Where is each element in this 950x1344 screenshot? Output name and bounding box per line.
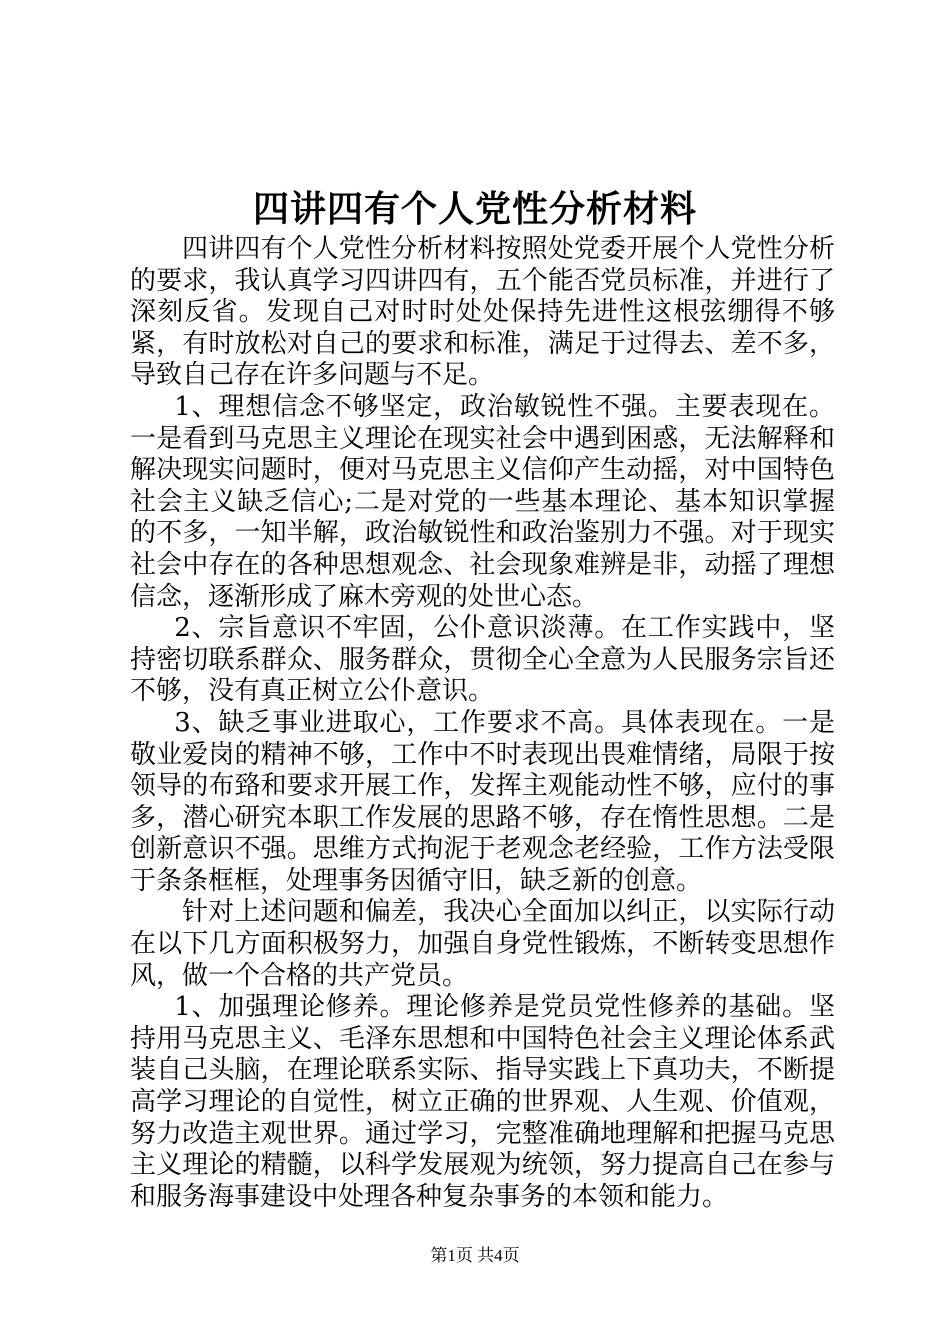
problem-3-paragraph: 3、缺乏事业进取心，工作要求不高。具体表现在。一是敬业爱岗的精神不够，工作中不时表现出畏难情绪，局限于按领导的布臵和要求开展工作，发挥主观能动性不够，应付的事多，潜心研究本职工作发展的思路不够，存在惰性思想。二是创新意识不强。思维方式拘泥于老观念老经验，工作方法受限于条条框框，处理事务因循守旧，缺乏新的创意。: [130, 707, 835, 896]
page-number-footer: 第1页 共4页: [430, 1246, 520, 1265]
document-title: 四讲四有个人党性分析材料: [252, 188, 697, 230]
measure-1-paragraph: 1、加强理论修养。理论修养是党员党性修养的基础。坚持用马克思主义、毛泽东思想和中国特色社会主义理论体系武装自己头脑，在理论联系实际、指导实践上下真功夫，不断提高学习理论的自觉性，树立正确的世界观、人生观、价值观，努力改造主观世界。通过学习，完整准确地理解和把握马克思主义理论的精髓，以科学发展观为统领，努力提高自己在参与和服务海事建设中处理各种复杂事务的本领和能力。: [130, 992, 835, 1212]
intro-paragraph: 四讲四有个人党性分析材料按照处党委开展个人党性分析的要求，我认真学习四讲四有，五个能否党员标准，并进行了深刻反省。发现自己对时时处处保持先进性这根弦绷得不够紧，有时放松对自己的要求和标准，满足于过得去、差不多，导致自己存在许多问题与不足。: [130, 234, 835, 391]
document-body: [130, 234, 835, 1213]
problem-2-paragraph: 2、宗旨意识不牢固，公仆意识淡薄。在工作实践中，坚持密切联系群众、服务群众，贯彻全心全意为人民服务宗旨还不够，没有真正树立公仆意识。: [130, 613, 835, 707]
problem-1-paragraph: 1、理想信念不够坚定，政治敏锐性不强。主要表现在。一是看到马克思主义理论在现实社会中遇到困惑，无法解释和解决现实问题时，便对马克思主义信仰产生动摇，对中国特色社会主义缺乏信心;二是对党的一些基本理论、基本知识掌握的不多，一知半解，政治敏锐性和政治鉴别力不强。对于现实社会中存在的各种思想观念、社会现象难辨是非，动摇了理想信念，逐渐形成了麻木旁观的处世心态。: [130, 391, 835, 612]
resolution-paragraph: 针对上述问题和偏差，我决心全面加以纠正，以实际行动在以下几方面积极努力，加强自身党性锻炼，不断转变思想作风，做一个合格的共产党员。: [130, 897, 835, 991]
